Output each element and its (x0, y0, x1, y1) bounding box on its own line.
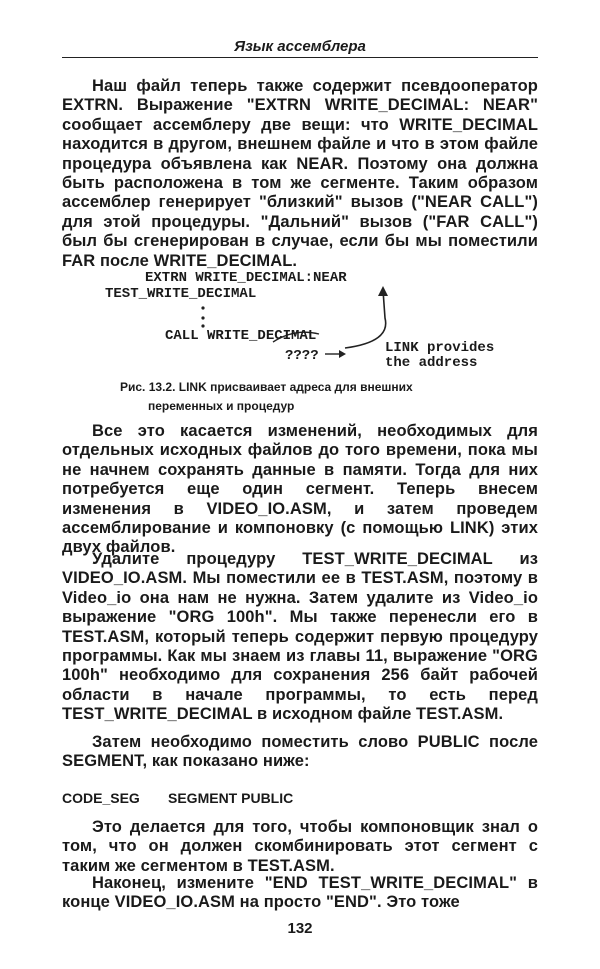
paragraph-end: Наконец, измените "END TEST_WRITE_DECIMAL" в конце VIDEO_IO.ASM на просто "END". Это тоже (62, 874, 538, 912)
unknown-address: ???? (285, 348, 319, 364)
caption-line-1: Рис. 13.2. LINK присваивает адреса для внешних (120, 380, 413, 394)
figure-link-diagram (95, 268, 535, 371)
paragraph-changes: Все это касается изменений, необходимых для отдельных исходных файлов до того времени, пока мы не начнем сохранять данные в памяти. Тогда для них потребуется еще один сегмент. Теперь внесем изменения в VIDEO_IO.ASM, и затем проведем ассемблирование и компоновку (с помощью LINK) этих двух файлов. (62, 422, 538, 557)
paragraph-public: Затем необходимо поместить слово PUBLIC после SEGMENT, как показано ниже: (62, 733, 538, 771)
code-label: CODE_SEG (62, 790, 140, 806)
running-head: Язык ассемблера (62, 38, 538, 58)
caption-line-2: переменных и процедур (148, 399, 295, 413)
figure-caption (120, 378, 520, 416)
link-note-2: the address (385, 355, 478, 371)
paragraph-linker: Это делается для того, чтобы компоновщик знал о том, что он должен скомбинировать этот сегмент с таким же сегментом в TEST.ASM. (62, 818, 538, 875)
page-number: 132 (287, 920, 313, 937)
ellipsis-dot (201, 306, 204, 309)
ellipsis-dot (201, 316, 204, 319)
arrow-head-right (339, 350, 346, 358)
code-directive: SEGMENT PUBLIC (168, 790, 294, 806)
extrn-line: EXTRN WRITE_DECIMAL:NEAR (145, 270, 347, 286)
code-example (62, 790, 293, 806)
call-line: CALL WRITE_DECIMAL (165, 328, 317, 344)
link-note-1: LINK provides (385, 340, 495, 356)
paragraph-extrn: Наш файл теперь также содержит псевдооператор EXTRN. Выражение "EXTRN WRITE_DECIMAL: NEAR" сообщает ассемблеру две вещи: что WRITE_DECIMAL находится в другом, внешнем файле и что в этом файле процедура объявлена как NEAR. Поэтому она должна быть расположена в том же сегменте. Таким образом ассемблер генерирует "близкий" вызов ("NEAR CALL") для этой процедуры. "Дальний" вызов ("FAR CALL") был бы сгенерирован в случае, если бы мы поместили FAR после WRITE_DECIMAL. (62, 77, 538, 270)
proc-line: TEST_WRITE_DECIMAL (105, 286, 257, 302)
arrow-curve (345, 290, 386, 348)
arrow-head-up (378, 286, 388, 296)
paragraph-delete-procedure: Удалите процедуру TEST_WRITE_DECIMAL из VIDEO_IO.ASM. Мы поместили ее в TEST.ASM, поэтому в Video_io она нам не нужна. Затем удалите из Video_io выражение "ORG 100h". Мы также перенесли его в TEST.ASM, который теперь содержит первую процедуру программы. Как мы знаем из главы 11, выражение "ORG 100h" необходимо для сохранения 256 байт рабочей области в начале программы, то есть перед TEST_WRITE_DECIMAL в исходном файле TEST.ASM. (62, 550, 538, 724)
